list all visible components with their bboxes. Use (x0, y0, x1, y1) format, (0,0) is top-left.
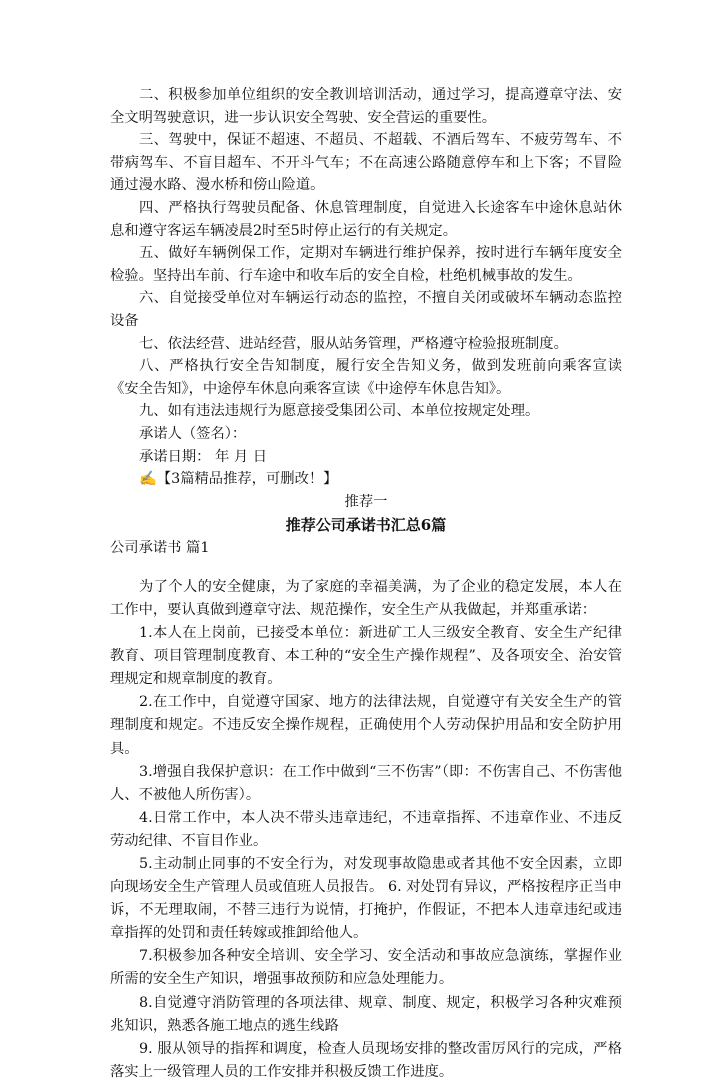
signature-line: 承诺人（签名）： (139, 425, 247, 442)
clause-9: 九、如有违法违规行为愿意接受集团公司、本单位按规定处理。 (139, 403, 540, 420)
subtitle: 公司承诺书 篇1 (110, 540, 210, 557)
commitment-body (110, 576, 622, 1084)
item-3: 3.增强自我保护意识：在工作中做到“三不伤害”（即：不伤害自己、不伤害他人、不被他人所伤害）。 (110, 763, 622, 803)
document-page (110, 84, 622, 1084)
clause-6: 六、自觉接受单位对车辆运行动态的监控，不擅自关闭或破坏车辆动态监控设备 (110, 290, 622, 329)
item-1: 1.本人在上岗前，已接受本单位：新进矿工人三级安全教育、安全生产纪律教育、项目管理制度教育、本工种的“安全生产操作规程”、及各项安全、治安管理规定和规章制度的教育。 (110, 625, 622, 688)
spacer (110, 560, 622, 576)
item-5: 5.主动制止同事的不安全行为，对发现事故隐患或者其他不安全因素，立即向现场安全生产管理人员或值班人员报告。 6. 对处罚有异议，严格按程序正当申诉，不无理取闹，不替三违行为说情，打掩护，作假证，不把本人违章违纪或违章指挥的处罚和责任转嫁或推卸给他人。 (110, 856, 622, 942)
recommend-heading: 推荐一 (344, 493, 388, 510)
item-8: 8.自觉遵守消防管理的各项法律、规章、制度、规定，积极学习各种灾难预兆知识，熟悉各施工地点的逃生线路 (110, 994, 622, 1034)
clause-3: 三、驾驶中，保证不超速、不超员、不超载、不酒后驾车、不疲劳驾车、不带病驾车、不盲目超车、不开斗气车；不在高速公路随意停车和上下客；不冒险通过漫水路、漫水桥和傍山险道。 (110, 132, 622, 194)
clause-4: 四、严格执行驾驶员配备、休息管理制度，自觉进入长途客车中途休息站休息和遵守客运车辆凌晨2时至5时停止运行的有关规定。 (110, 199, 622, 239)
item-9: 9. 服从领导的指挥和调度，检查人员现场安排的整改雷厉风行的完成，严格落实上一级管理人员的工作安排并积极反馈工作进度。 (110, 1040, 622, 1080)
intro-paragraph: 为了个人的安全健康，为了家庭的幸福美满，为了企业的稳定发展，本人在工作中，要认真做到遵章守法、规范操作，安全生产从我做起，并郑重承诺： (110, 578, 622, 618)
clause-2: 二、积极参加单位组织的安全教训培训活动，通过学习，提高遵章守法、安全文明驾驶意识，进一步认识安全驾驶、安全营运的重要性。 (110, 87, 622, 126)
clause-5: 五、做好车辆例保工作，定期对车辆进行维护保养，按时进行车辆年度安全检验。坚持出车前、行车途中和收车后的安全自检，杜绝机械事故的发生。 (110, 245, 622, 284)
main-title: 推荐公司承诺书汇总6篇 (285, 516, 447, 535)
date-line: 承诺日期： 年 月 日 (139, 448, 268, 465)
clause-7: 七、依法经营、进站经营，服从站务管理，严格遵守检验报班制度。 (139, 335, 568, 352)
clause-8: 八、严格执行安全告知制度，履行安全告知义务，做到发班前向乘客宣读《安全告知》，中途停车休息向乘客宣读《中途停车休息告知》。 (110, 358, 622, 397)
recommend-note: ✍【3篇精品推荐，可删改！】 (139, 471, 338, 488)
item-7: 7.积极参加各种安全培训、安全学习、安全活动和事故应急演练，掌握作业所需的安全生产知识，增强事故预防和应急处理能力。 (110, 948, 622, 988)
item-2: 2.在工作中，自觉遵守国家、地方的法律法规，自觉遵守有关安全生产的管理制度和规定。不违反安全操作规程，正确使用个人劳动保护用品和安全防护用具。 (110, 694, 622, 757)
item-4: 4.日常工作中，本人决不带头违章违纪，不违章指挥、不违章作业、不违反劳动纪律、不盲目作业。 (110, 809, 622, 849)
commitment-clauses (110, 84, 622, 423)
